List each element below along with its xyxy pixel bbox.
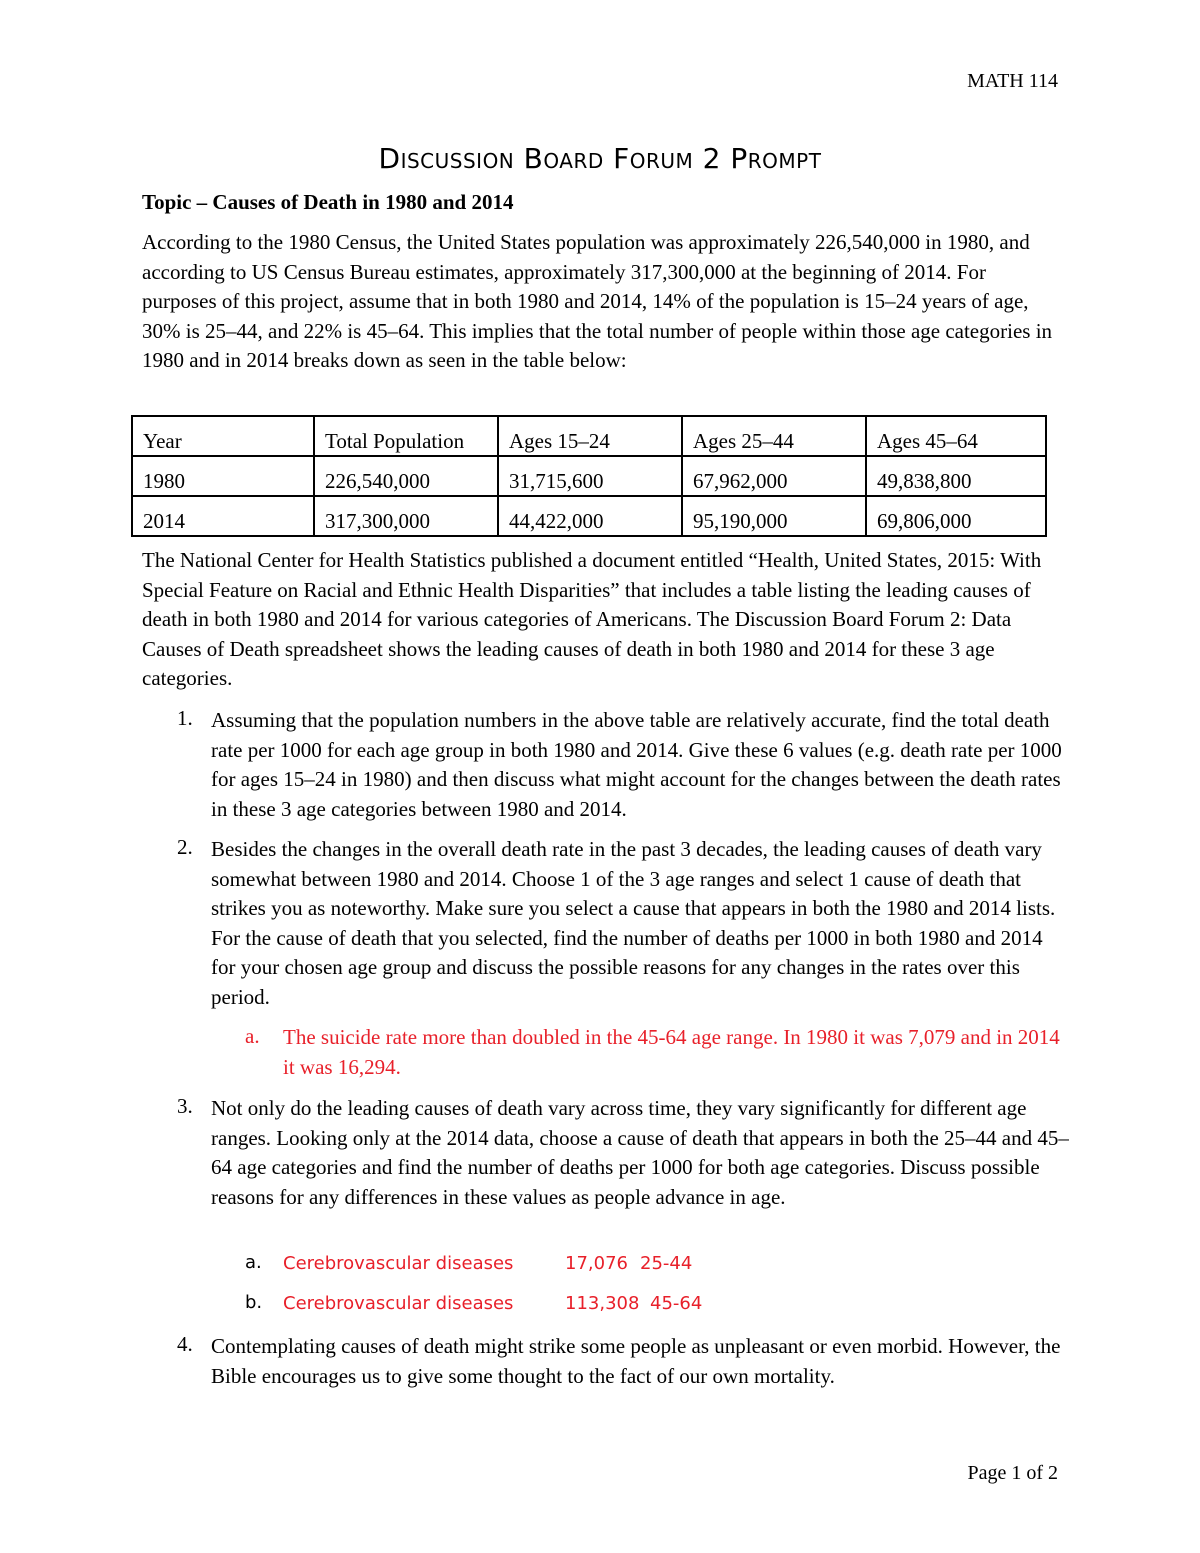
list-number: 2. xyxy=(177,835,193,859)
page-number: Page 1 of 2 xyxy=(967,1462,1058,1484)
nchs-paragraph: The National Center for Health Statistics published a document entitled “Health, United States, 2015: With Special Feature on Racial and Ethnic Health Disparities” that includes a table listing the leading causes of death in both 1980 and 2014 for various categories of Americans. The Discussion Board Forum 2: Data Causes of Death spreadsheet shows the leading causes of death in both 1980 and 2014 for these 3 age categories. xyxy=(142,548,1042,691)
table-header-row xyxy=(132,416,1046,456)
question-1: Assuming that the population numbers in the above table are relatively accurate, find the total death rate per 1000 for each age group in both 1980 and 2014. Give these 6 values (e.g. death rate per 1000 for ages 15–24 in 1980) and then discuss what might account for the changes between the death rates in these 3 age categories between 1980 and 2014. xyxy=(211,708,1062,821)
table-cell: 49,838,800 xyxy=(866,456,1046,496)
table-header-cell: Ages 45–64 xyxy=(866,416,1046,456)
table-cell: 226,540,000 xyxy=(314,456,498,496)
table-cell: 44,422,000 xyxy=(498,496,682,536)
answer-q3a-range: 25-44 xyxy=(640,1253,693,1274)
answer-letter: a. xyxy=(245,1024,260,1048)
table-cell: 67,962,000 xyxy=(682,456,866,496)
question-4: Contemplating causes of death might strike some people as unpleasant or even morbid. However, the Bible encourages us to give some thought to the fact of our own mortality. xyxy=(211,1334,1061,1388)
answer-q3b-range: 45-64 xyxy=(650,1293,703,1314)
answer-q3b-count: 113,308 xyxy=(565,1293,640,1314)
table-row xyxy=(132,496,1046,536)
table-header-cell: Year xyxy=(132,416,314,456)
table-cell: 31,715,600 xyxy=(498,456,682,496)
course-header: MATH 114 xyxy=(967,70,1058,92)
table-cell: 95,190,000 xyxy=(682,496,866,536)
population-table xyxy=(131,415,1047,537)
list-number: 3. xyxy=(177,1094,193,1118)
answer-letter: b. xyxy=(245,1292,263,1313)
question-3: Not only do the leading causes of death vary across time, they vary significantly for different age ranges. Looking only at the 2014 data, choose a cause of death that appears in both the 25–44 and 45–64 age categories and find the number of deaths per 1000 for both age categories. Discuss possible reasons for any differences in these values as people advance in age. xyxy=(211,1096,1069,1209)
table-cell: 1980 xyxy=(132,456,314,496)
topic-heading: Topic – Causes of Death in 1980 and 2014 xyxy=(142,190,514,214)
answer-q3b-cause: Cerebrovascular diseases xyxy=(283,1293,514,1314)
answer-letter: a. xyxy=(245,1252,262,1273)
answer-q3a-count: 17,076 xyxy=(565,1253,628,1274)
table-cell: 2014 xyxy=(132,496,314,536)
table-header-cell: Total Population xyxy=(314,416,498,456)
table-header-cell: Ages 25–44 xyxy=(682,416,866,456)
list-number: 1. xyxy=(177,706,193,730)
intro-paragraph: According to the 1980 Census, the United States population was approximately 226,540,000 in 1980, and according to US Census Bureau estimates, approximately 317,300,000 at the beginning of 2014. For purposes of this project, assume that in both 1980 and 2014, 14% of the population is 15–24 years of age, 30% is 25–44, and 22% is 45–64. This implies that the total number of people within those age categories in 1980 and in 2014 breaks down as seen in the table below: xyxy=(142,230,1053,373)
table-header-cell: Ages 15–24 xyxy=(498,416,682,456)
table-cell: 317,300,000 xyxy=(314,496,498,536)
answer-q2a: The suicide rate more than doubled in the 45-64 age range. In 1980 it was 7,079 and in 2014 it was 16,294. xyxy=(283,1025,1060,1079)
table-cell: 69,806,000 xyxy=(866,496,1046,536)
answer-q3a-cause: Cerebrovascular diseases xyxy=(283,1253,514,1274)
list-number: 4. xyxy=(177,1332,193,1356)
page-title: Discussion Board Forum 2 Prompt xyxy=(378,142,822,175)
question-2: Besides the changes in the overall death rate in the past 3 decades, the leading causes of death vary somewhat between 1980 and 2014. Choose 1 of the 3 age ranges and select 1 cause of death that strikes you as noteworthy. Make sure you select a cause that appears in both the 1980 and 2014 lists. For the cause of death that you selected, find the number of deaths per 1000 in both 1980 and 2014 for your chosen age group and discuss the possible reasons for any changes in the rates over this period. xyxy=(211,837,1056,1009)
table-row xyxy=(132,456,1046,496)
